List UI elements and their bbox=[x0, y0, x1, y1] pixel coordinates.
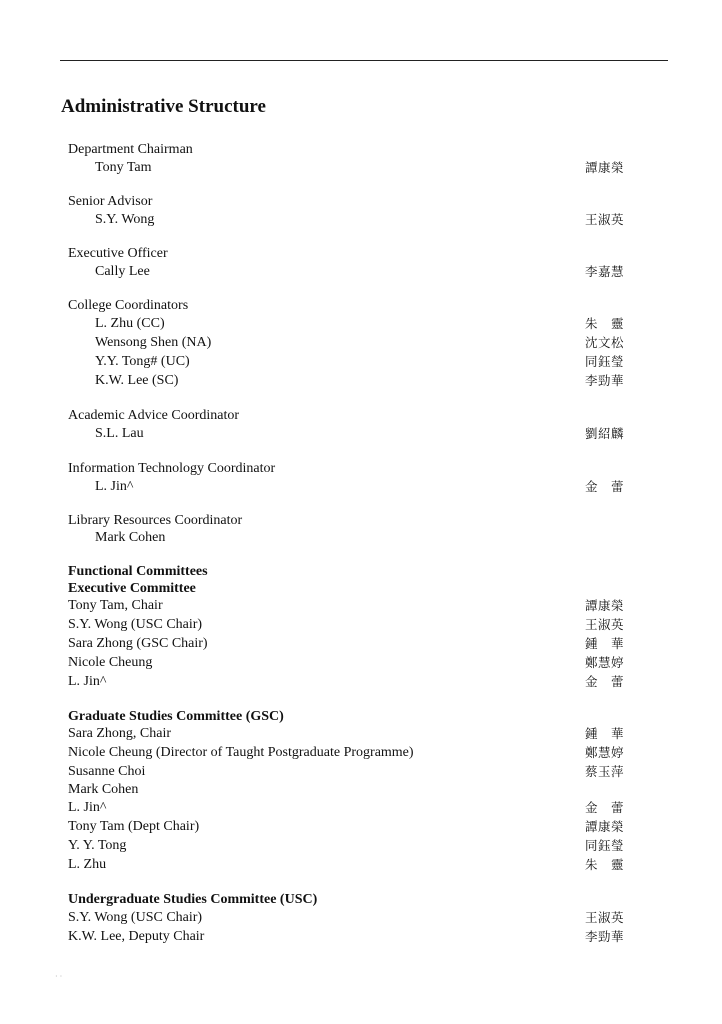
member-row bbox=[68, 855, 624, 874]
chinese-name: 朱 靈 bbox=[584, 316, 624, 331]
entry-name: Undergraduate Studies Committee (USC) bbox=[68, 892, 318, 907]
member-row bbox=[68, 762, 624, 781]
entry-name: Wensong Shen (NA) bbox=[95, 335, 212, 350]
entry-name: L. Zhu bbox=[68, 857, 107, 872]
chinese-name: 王淑英 bbox=[584, 910, 624, 925]
member-row bbox=[68, 615, 624, 634]
chinese-name: 李勁華 bbox=[584, 373, 624, 388]
chinese-name: 王淑英 bbox=[584, 617, 624, 632]
chinese-name: 朱 靈 bbox=[584, 857, 624, 872]
chinese-name: 譚康榮 bbox=[584, 819, 624, 834]
member-row bbox=[68, 158, 624, 177]
chinese-name: 王淑英 bbox=[584, 212, 624, 227]
entry-name: Library Resources Coordinator bbox=[68, 513, 243, 528]
entry-name: S.Y. Wong (USC Chair) bbox=[68, 910, 203, 925]
member-row bbox=[68, 477, 624, 496]
entry-name: L. Zhu (CC) bbox=[95, 316, 165, 331]
entry-name: Executive Committee bbox=[68, 581, 196, 596]
entry-name: Tony Tam bbox=[95, 160, 152, 175]
chinese-name: 譚康榮 bbox=[584, 160, 624, 175]
chinese-name: 金 蕾 bbox=[584, 674, 624, 689]
member-row bbox=[68, 424, 624, 443]
entry-name: Executive Officer bbox=[68, 246, 168, 261]
entry-name: Cally Lee bbox=[95, 264, 150, 279]
role-heading bbox=[68, 296, 624, 315]
entry-name: Senior Advisor bbox=[68, 194, 153, 209]
member-row bbox=[68, 908, 624, 927]
member-row bbox=[68, 798, 624, 817]
member-row bbox=[68, 634, 624, 653]
member-row bbox=[68, 743, 624, 762]
entry-name: Mark Cohen bbox=[68, 782, 139, 797]
section-heading bbox=[68, 890, 624, 909]
entry-name: Mark Cohen bbox=[95, 530, 166, 545]
member-row bbox=[68, 352, 624, 371]
chinese-name: 同鈺瑩 bbox=[584, 838, 624, 853]
role-heading bbox=[68, 780, 624, 799]
entry-name: College Coordinators bbox=[68, 298, 189, 313]
chinese-name: 沈文松 bbox=[584, 335, 624, 350]
chinese-name: 金 蕾 bbox=[584, 800, 624, 815]
entry-name: Y. Y. Tong bbox=[68, 838, 127, 853]
role-heading bbox=[68, 459, 624, 478]
header-rule bbox=[60, 60, 668, 61]
entry-name: L. Jin^ bbox=[95, 479, 134, 494]
member-row bbox=[68, 528, 624, 547]
member-row bbox=[68, 724, 624, 743]
entry-name: Susanne Choi bbox=[68, 764, 146, 779]
entry-name: S.Y. Wong (USC Chair) bbox=[68, 617, 203, 632]
member-row bbox=[68, 210, 624, 229]
member-row bbox=[68, 653, 624, 672]
entry-name: Tony Tam, Chair bbox=[68, 598, 163, 613]
entry-name: Sara Zhong (GSC Chair) bbox=[68, 636, 208, 651]
member-row bbox=[68, 672, 624, 691]
chinese-name: 鍾 華 bbox=[584, 636, 624, 651]
member-row bbox=[68, 262, 624, 281]
entry-name: Y.Y. Tong# (UC) bbox=[95, 354, 190, 369]
member-row bbox=[68, 371, 624, 390]
entry-name: Information Technology Coordinator bbox=[68, 461, 276, 476]
entry-name: Tony Tam (Dept Chair) bbox=[68, 819, 200, 834]
member-row bbox=[68, 596, 624, 615]
member-row bbox=[68, 333, 624, 352]
entry-name: Graduate Studies Committee (GSC) bbox=[68, 709, 284, 724]
entry-name: L. Jin^ bbox=[68, 674, 107, 689]
chinese-name: 同鈺瑩 bbox=[584, 354, 624, 369]
chinese-name: 鄭慧婷 bbox=[584, 655, 624, 670]
role-heading bbox=[68, 140, 624, 159]
entry-name: K.W. Lee (SC) bbox=[95, 373, 179, 388]
entry-name: Nicole Cheung bbox=[68, 655, 153, 670]
chinese-name: 金 蕾 bbox=[584, 479, 624, 494]
entry-name: Functional Committees bbox=[68, 564, 208, 579]
chinese-name: 李勁華 bbox=[584, 929, 624, 944]
role-heading bbox=[68, 406, 624, 425]
chinese-name: 蔡玉萍 bbox=[584, 764, 624, 779]
entry-name: Department Chairman bbox=[68, 142, 193, 157]
role-heading bbox=[68, 244, 624, 263]
member-row bbox=[68, 314, 624, 333]
entry-name: S.Y. Wong bbox=[95, 212, 155, 227]
chinese-name: 鍾 華 bbox=[584, 726, 624, 741]
entry-name: L. Jin^ bbox=[68, 800, 107, 815]
entry-name: Academic Advice Coordinator bbox=[68, 408, 240, 423]
page-mark: · · bbox=[55, 972, 63, 981]
member-row bbox=[68, 927, 624, 946]
chinese-name: 鄭慧婷 bbox=[584, 745, 624, 760]
entry-name: Sara Zhong, Chair bbox=[68, 726, 172, 741]
chinese-name: 李嘉慧 bbox=[584, 264, 624, 279]
entry-name: Nicole Cheung (Director of Taught Postgraduate Programme) bbox=[68, 745, 414, 760]
entry-name: S.L. Lau bbox=[95, 426, 144, 441]
role-heading bbox=[68, 192, 624, 211]
chinese-name: 譚康榮 bbox=[584, 598, 624, 613]
member-row bbox=[68, 836, 624, 855]
member-row bbox=[68, 817, 624, 836]
entry-name: K.W. Lee, Deputy Chair bbox=[68, 929, 205, 944]
page-title: Administrative Structure bbox=[61, 96, 266, 117]
chinese-name: 劉紹麟 bbox=[584, 426, 624, 441]
